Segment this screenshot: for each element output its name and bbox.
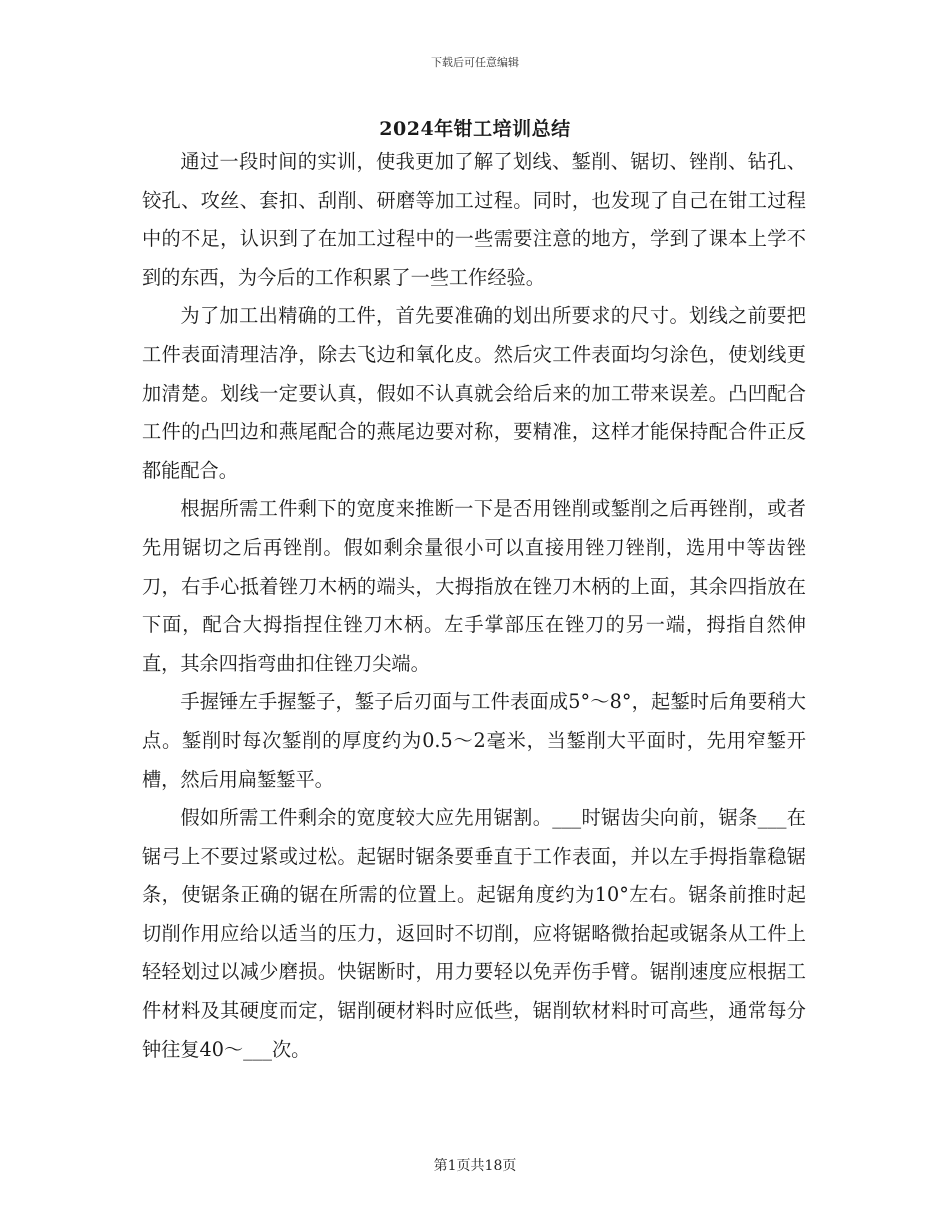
document-body: [142, 143, 806, 1069]
paragraph: 根据所需工件剩下的宽度来推断一下是否用锉削或錾削之后再锉削，或者先用锯切之后再锉削。假如剩余量很小可以直接用锉刀锉削，选用中等齿锉刀，右手心抵着锉刀木柄的端头，大拇指放在锉刀木柄的上面，其余四指放在下面，配合大拇指捏住锉刀木柄。左手掌部压在锉刀的另一端，拇指自然伸直，其余四指弯曲扣住锉刀尖端。: [142, 497, 806, 675]
document-title: 2024年钳工培训总结: [379, 118, 571, 140]
page-number: 第1页共18页: [433, 1158, 517, 1174]
paragraph: 手握锤左手握錾子，錾子后刃面与工件表面成5°～8°，起錾时后角要稍大点。錾削时每次錾削的厚度约为0.5～2毫米，当錾削大平面时，先用窄錾开槽，然后用扁錾錾平。: [142, 690, 806, 791]
paragraph: 通过一段时间的实训，使我更加了解了划线、錾削、锯切、锉削、钻孔、铰孔、攻丝、套扣、刮削、研磨等加工过程。同时，也发现了自己在钳工过程中的不足，认识到了在加工过程中的一些需要注意的地方，学到了课本上学不到的东西，为今后的工作积累了一些工作经验。: [142, 150, 806, 289]
paragraph: 假如所需工件剩余的宽度较大应先用锯割。___时锯齿尖向前，锯条___在锯弓上不要过紧或过松。起锯时锯条要垂直于工作表面，并以左手拇指靠稳锯条，使锯条正确的锯在所需的位置上。起锯角度约为10°左右。锯条前推时起切削作用应给以适当的压力，返回时不切削，应将锯略微抬起或锯条从工件上轻轻划过以减少磨损。快锯断时，用力要轻以免弄伤手臂。锯削速度应根据工件材料及其硬度而定，锯削硬材料时应低些，锯削软材料时可高些，通常每分钟往复40～___次。: [142, 806, 806, 1061]
page-header-note: 下载后可任意编辑: [431, 56, 519, 69]
paragraph: 为了加工出精确的工件，首先要准确的划出所要求的尺寸。划线之前要把工件表面清理洁净，除去飞边和氧化皮。然后灾工件表面均匀涂色，使划线更加清楚。划线一定要认真，假如不认真就会给后来的加工带来误差。凸凹配合工件的凸凹边和燕尾配合的燕尾边要对称，要精准，这样才能保持配合件正反都能配合。: [142, 304, 806, 482]
